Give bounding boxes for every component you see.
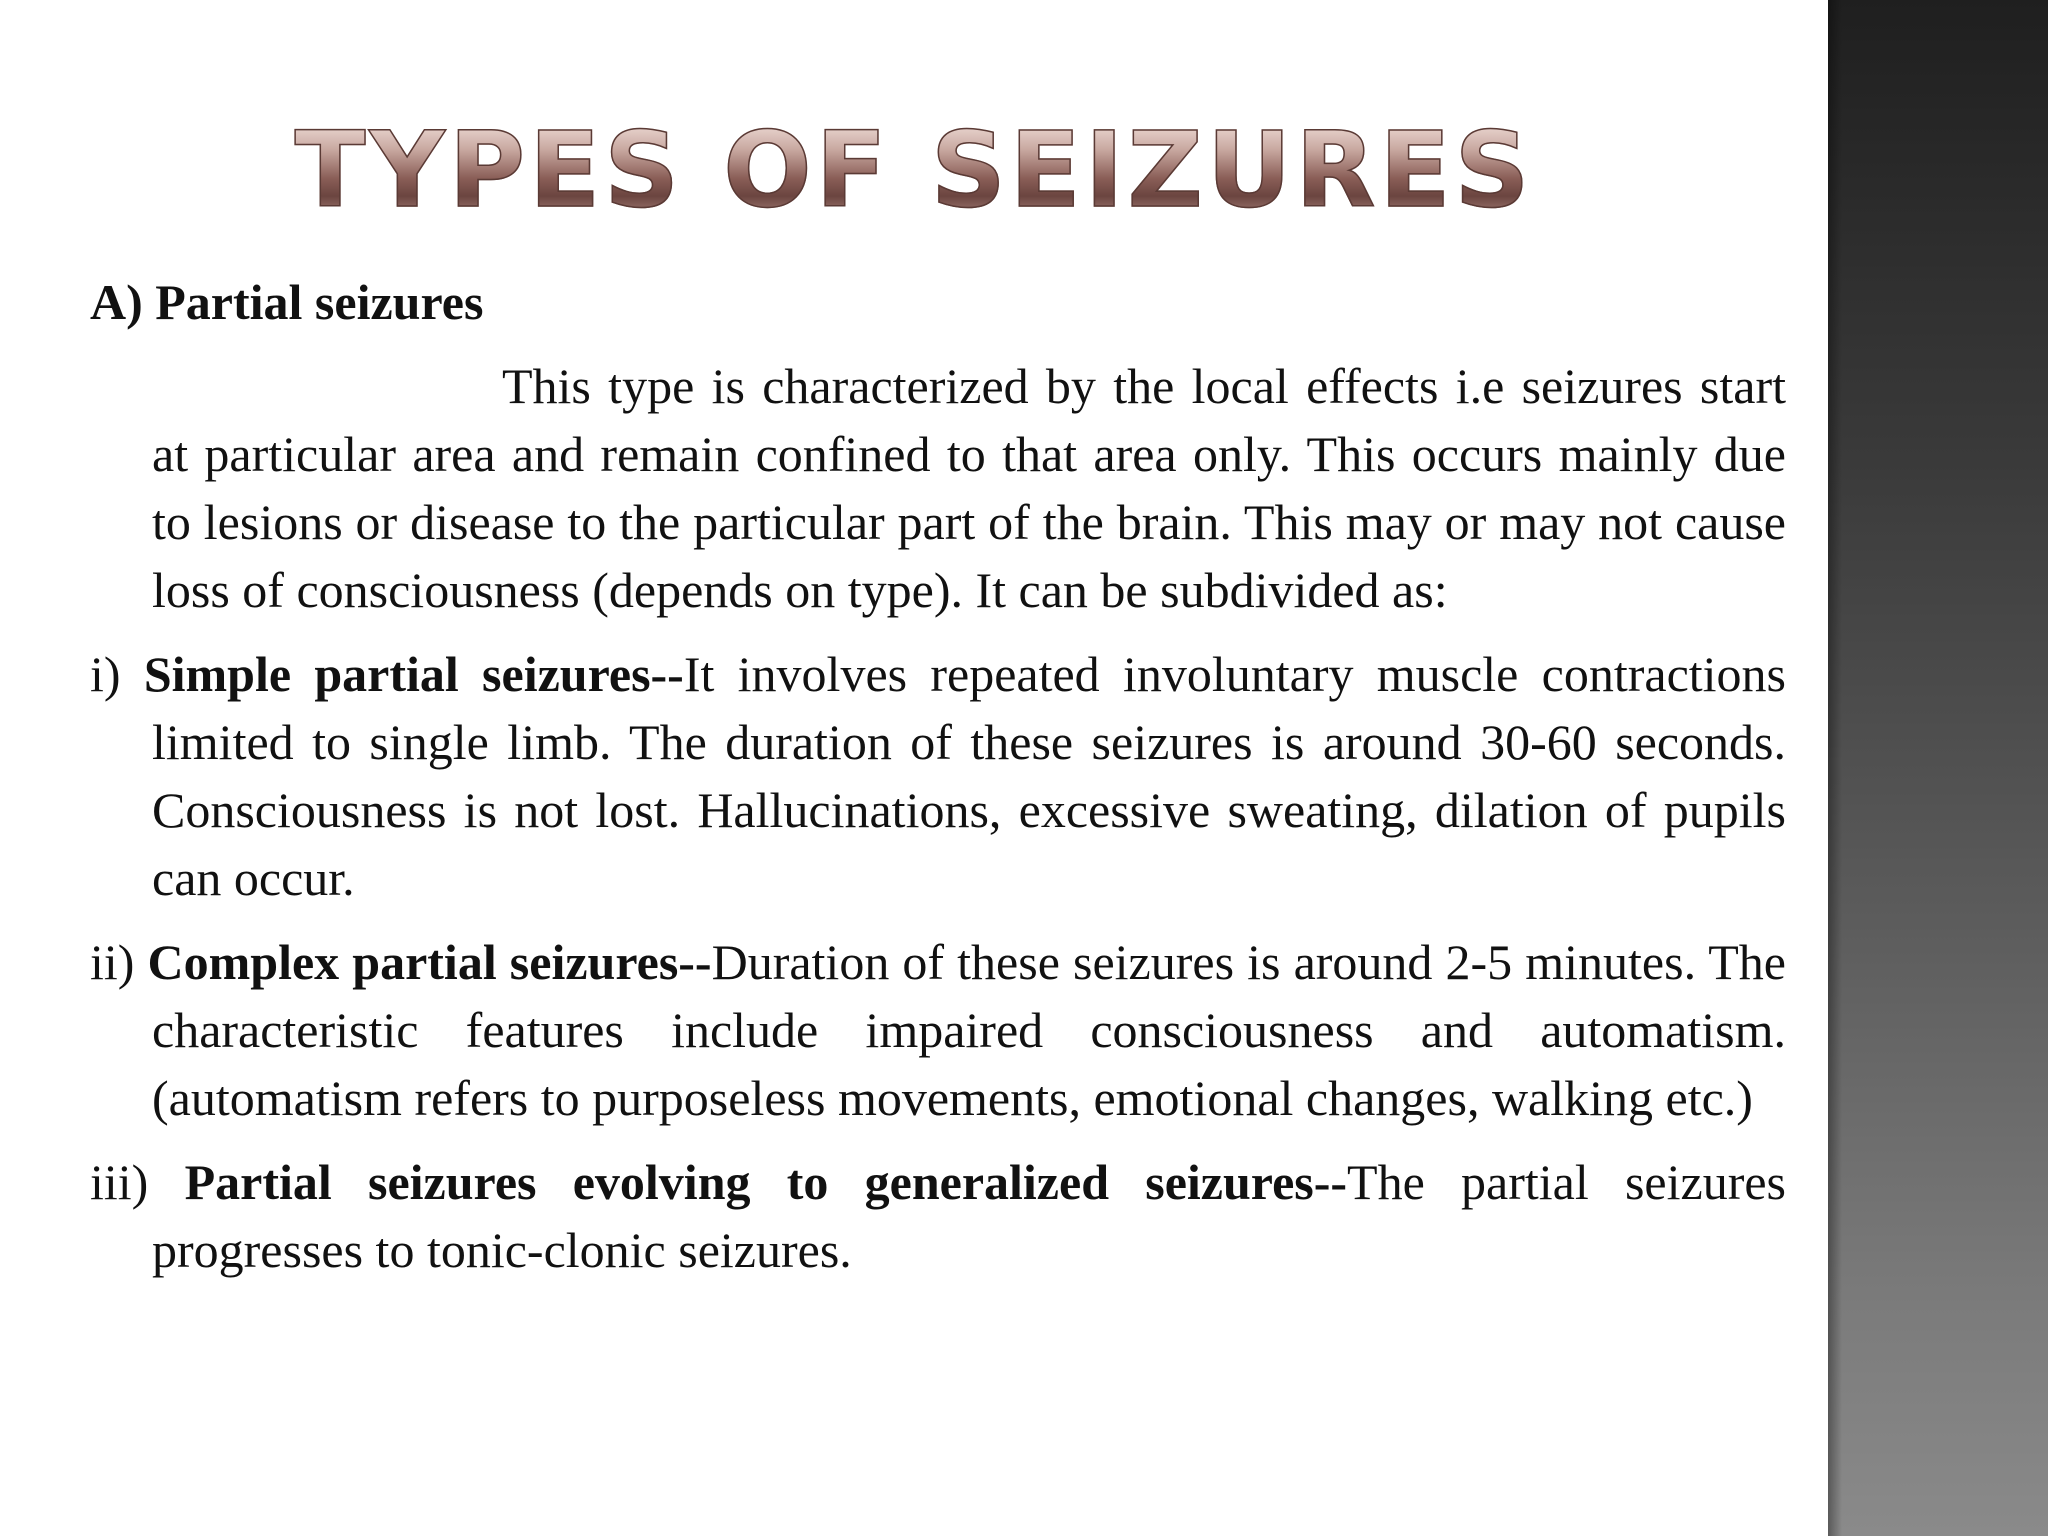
- list-item-term: Partial seizures evolving to generalized seizures--: [184, 1154, 1348, 1210]
- list-item-term: Simple partial seizures--: [143, 646, 684, 702]
- slide-title: TYPES OF SEIZURES: [0, 118, 1828, 222]
- list-item-term: Complex partial seizures--: [147, 934, 712, 990]
- decorative-side-bar: [1828, 0, 2048, 1536]
- list-item-complex-partial: [90, 928, 1786, 1132]
- list-item-evolving-generalized: [90, 1148, 1786, 1284]
- list-item-text: Duration of these seizures is around 2-5 minutes. The characteristic features include impaired consciousness and automatism. (automatism refers to purposeless movements, emotional changes, walking etc.): [152, 934, 1786, 1126]
- list-marker: ii): [90, 934, 135, 990]
- slide-body: [90, 268, 1786, 1300]
- list-item-text: It involves repeated involuntary muscle contractions limited to single limb. The duration of these seizures is around 30-60 seconds. Consciousness is not lost. Hallucinations, excessive sweating, dilation of pupils can occur.: [152, 646, 1787, 906]
- intro-paragraph: This type is characterized by the local effects i.e seizures start at particular area and remain confined to that area only. This occurs mainly due to lesions or disease to the particular part of the brain. This may or may not cause loss of consciousness (depends on type). It can be subdivided as:: [152, 358, 1786, 618]
- list-item-text: The partial seizures progresses to tonic-clonic seizures.: [152, 1154, 1786, 1278]
- section-heading: A) Partial seizures: [90, 274, 484, 330]
- list-marker: i): [90, 646, 121, 702]
- list-item-simple-partial: [90, 640, 1786, 912]
- list-marker: iii): [90, 1154, 149, 1210]
